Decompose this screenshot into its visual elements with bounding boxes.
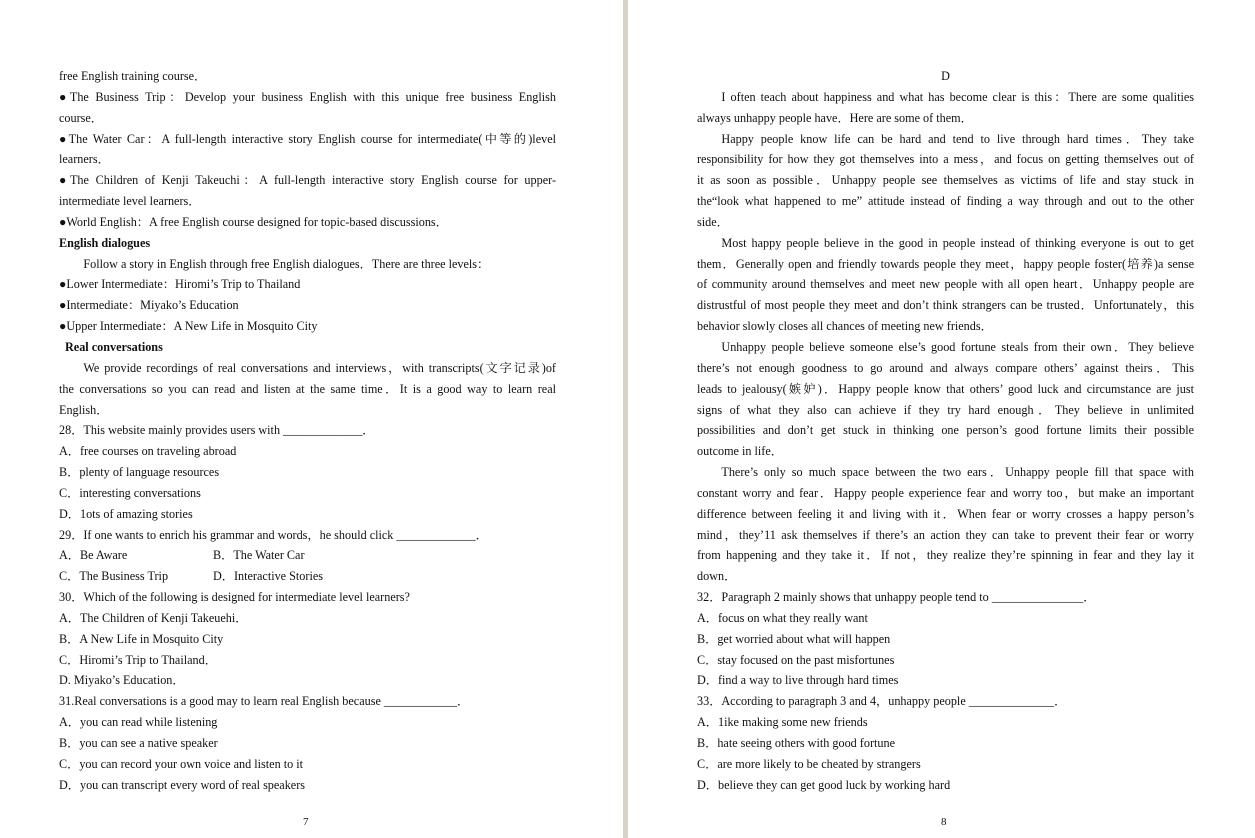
text-line: C．stay focused on the past misfortunes [697,652,895,667]
text-line: There’s only so much space between the two ears．Unhappy people fill that space with [721,465,1194,480]
text-line: possibilities and don’t get stuck in thinking one person’s good fortune limits their possible [697,423,1194,438]
section-heading: English dialogues [59,235,151,250]
text-line: Follow a story in English through free English dialogues．There are three levels： [83,256,490,271]
text-line: signs of what they also can achieve if they try hard enough．They believe in unlimited [697,402,1194,417]
text-line: 31.Real conversations is a good may to learn real English because ____________． [59,694,470,709]
text-line: outcome in life． [697,444,783,459]
text-line: D．you can transcript every word of real speakers [59,777,306,792]
text-line: ●The Business Trip：Develop your business English with this unique free business English [59,89,556,104]
text-line: B．A New Life in Mosquito City [59,631,224,646]
option-text: C．The Business Trip [59,569,169,584]
text-line: D．1ots of amazing stories [59,506,193,521]
passage-title: D [941,69,950,83]
text-line: ●Upper Intermediate：A New Life in Mosquito City [59,319,318,334]
text-line: them．Generally open and friendly towards people they meet，happy people foster(培养)a sense [697,256,1194,271]
page-number: 7 [303,816,309,828]
text-line: 29．If one wants to enrich his grammar and words，he should click _____________． [59,527,488,542]
text-line: 32．Paragraph 2 mainly shows that unhappy people tend to _______________． [697,590,1096,605]
text-line: responsibility for how they got themselves into a mess，and focus on getting themselves out of [697,152,1194,167]
section-heading: Real conversations [65,339,163,354]
text-line: We provide recordings of real conversations and interviews，with transcripts(文字记录)of [83,360,556,375]
text-line: always unhappy people have．Here are some of them． [697,110,973,125]
option-row [59,566,556,587]
text-line: D．find a way to live through hard times [697,673,899,688]
text-line: it as soon as possible．Unhappy people see themselves as victims of life and stay stuck in [697,173,1194,188]
text-line: ●World English：A free English course designed for topic-based discussions． [59,214,448,229]
text-line: ●The Water Car：A full-length interactive story English course for intermediate(中等的)level [59,131,556,146]
text-line: C．you can record your own voice and listen to it [59,756,304,771]
option-row [59,545,556,566]
text-line: from happening and they take it．If not，they realize they’re spinning in fear and they lay it [697,548,1194,563]
text-line: B．you can see a native speaker [59,736,218,750]
text-line: D．believe they can get good luck by working hard [697,777,951,792]
text-line: B．get worried about what will happen [697,631,891,646]
text-line: English． [59,402,109,417]
text-line: course． [59,110,103,125]
text-line: the conversations so you can read and listen at the same time．It is a good way to learn real [59,381,556,396]
page-number: 8 [941,816,947,828]
text-line: C．are more likely to be cheated by strangers [697,756,921,771]
option-text: B．The Water Car [213,548,305,563]
text-line: intermediate level learners． [59,194,201,209]
left-page [0,0,623,838]
text-line: there’s not enough goodness to go around and always compare others’ against theirs．This [697,360,1194,375]
text-line: C．Hiromi’s Trip to Thailand． [59,652,217,667]
text-line: behavior slowly closes all chances of meeting new friends． [697,319,993,334]
text-line: A．you can read while listening [59,715,218,730]
text-line: constant worry and fear．Happy people experience fear and worry too，but make an important [697,485,1194,500]
text-line: ●Intermediate：Miyako’s Education [59,298,239,313]
text-line: Most happy people believe in the good in people instead of thinking everyone is out to get [721,235,1194,250]
text-line: A．focus on what they really want [697,610,868,625]
text-line: distrustful of most people they meet and don’t think strangers can be trusted．Unfortunately，this [697,298,1194,313]
text-line: Unhappy people believe someone else’s good fortune steals from their own．They believe [721,339,1194,354]
text-line: Happy people know life can be hard and tend to live through hard times．They take [721,131,1194,146]
text-line: free English training course． [59,69,207,83]
text-line: A．The Children of Kenji Takeuehi． [59,610,248,625]
text-line: A．1ike making some new friends [697,715,868,730]
option-text: D．Interactive Stories [213,569,323,584]
text-line: D. Miyako’s Education． [59,673,185,688]
text-line: B．hate seeing others with good fortune [697,736,896,750]
text-line: 28．This website mainly provides users with _____________． [59,423,375,438]
text-line: side． [697,214,729,229]
text-line: A．free courses on traveling abroad [59,444,237,459]
text-line: I often teach about happiness and what has become clear is this：There are some qualities [721,89,1194,104]
text-line: the“look what happened to me” attitude instead of finding a way through and out to the other [697,194,1194,209]
right-page [628,0,1255,838]
text-line: learners． [59,152,110,167]
text-line: difference between feeling it and living with it．When fear or worry crosses a happy person’s [697,506,1194,521]
right-text-column [697,66,1194,796]
text-line: 30．Which of the following is designed for intermediate level learners? [59,590,410,605]
text-line: of community around themselves and meet new people with all open heart．Unhappy people are [697,277,1194,292]
text-line: C．interesting conversations [59,485,201,500]
option-text: A．Be Aware [59,548,128,563]
text-line: down． [697,569,737,584]
text-line: B．plenty of language resources [59,465,220,480]
text-line: ●The Children of Kenji Takeuchi：A full-length interactive story English course for upper- [59,173,556,188]
text-line: ●Lower Intermediate：Hiromi’s Trip to Thailand [59,277,301,292]
left-text-column [59,66,556,796]
text-line: leads to jealousy(嫉妒)．Happy people know that others’ good luck and circumstance are just [697,381,1194,396]
text-line: mind，they’11 ask themselves if there’s an action they can take to prevent their fear or worry [697,527,1194,542]
text-line: 33．According to paragraph 3 and 4，unhappy people ______________． [697,694,1067,709]
